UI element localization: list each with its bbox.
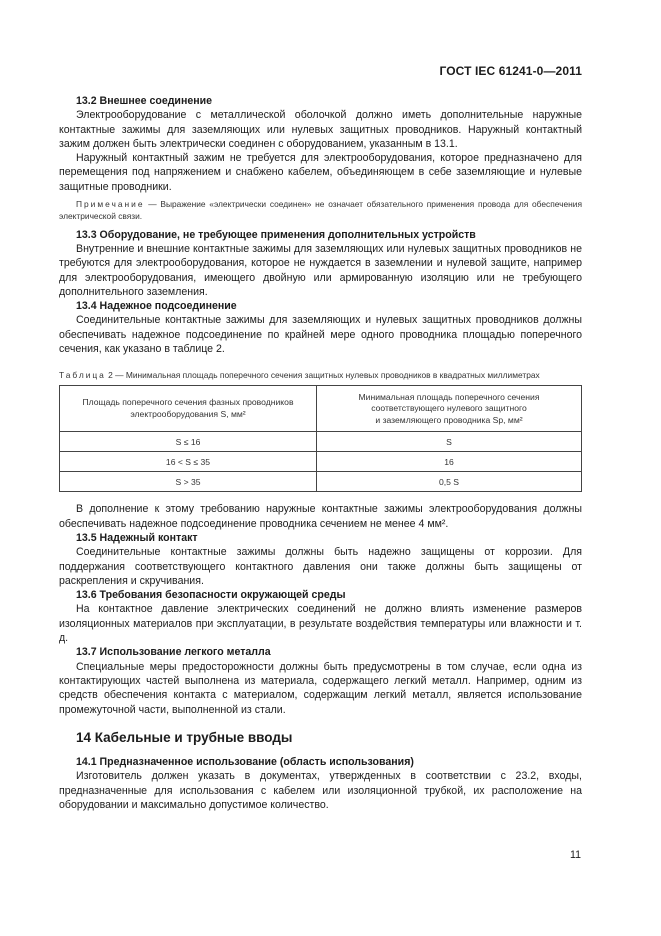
col2-header-line2: соответствующего нулевого защитного xyxy=(371,403,527,414)
section-13-5-title: 13.5 Надежный контакт xyxy=(76,531,198,544)
table-caption-text: 2 — Минимальная площадь поперечного сечения защитных нулевых проводников в квадратных миллиметрах xyxy=(105,370,540,381)
section-13-3-paragraph-1: Внутренние и внешние контактные зажимы для заземляющих или нулевых защитных проводников не требуются для электрооборудования, которое не нуждается в заземлении и нулевой защите, например для электрооборудования, имеющего двойную или армированную изоляцию или не требующего дополнительного заземления. xyxy=(59,242,582,298)
section-13-3-title: 13.3 Оборудование, не требующее применения дополнительных устройств xyxy=(76,228,476,241)
table-row xyxy=(60,472,582,492)
section-13-2-paragraph-1: Электрооборудование с металлической оболочкой должно иметь дополнительные наружные контактные зажимы для заземляющих или нулевых защитных проводников. Наружный контактный зажим должен быть электрически соединен с оборудованием, указанным в 13.1. xyxy=(59,109,582,150)
section-13-2-note xyxy=(59,199,582,223)
table-col1-header xyxy=(60,386,317,432)
after-table-paragraph: В дополнение к этому требованию наружные контактные зажимы электрооборудования должны обеспечивать надежное подсоединение проводника сечением не менее 4 мм². xyxy=(59,503,582,530)
section-13-5-paragraph-1: Соединительные контактные зажимы должны быть надежно защищены от коррозии. Для поддержания соответствующего контактного давления они также должны быть защищены от раскрепления и скручивания. xyxy=(59,546,582,587)
section-13-4-title: 13.4 Надежное подсоединение xyxy=(76,300,237,313)
table-row xyxy=(60,452,582,472)
col2-header-line1: Минимальная площадь поперечного сечения xyxy=(358,391,540,402)
table-row xyxy=(60,432,582,452)
page-number: 11 xyxy=(570,849,581,861)
section-13-2-title: 13.2 Внешнее соединение xyxy=(76,95,213,107)
document-code-header: ГОСТ IEC 61241-0—2011 xyxy=(439,64,582,78)
note-label: Примечание xyxy=(76,199,145,210)
section-13-6-title: 13.6 Требования безопасности окружающей среды xyxy=(76,589,346,602)
section-14-1-title: 14.1 Предназначенное использование (область использования) xyxy=(76,756,414,769)
table-cell: 0,5 S xyxy=(317,472,582,492)
section-13-6-paragraph-1: На контактное давление электрических соединений не должно влиять изменение размеров изоляционных материалов при эксплуатации, в результате воздействия температуры или влажности и т. д. xyxy=(59,603,582,645)
section-13-2-paragraph-2: Наружный контактный зажим не требуется для электрооборудования, которое предназначено для перемещения под напряжением и снабжено кабелем, объединяющем в себе заземляющие и нулевые защитные проводники. xyxy=(59,152,582,193)
col2-header-line3: и заземляющего проводника Sp, мм² xyxy=(375,414,523,425)
section-13-4-paragraph-1: Соединительные контактные зажимы для заземляющих и нулевых защитных проводников должны обеспечивать надежное подсоединение по крайней мере одного проводника площадью поперечного сечения, как указано в таблице 2. xyxy=(59,314,582,356)
note-text: — Выражение «электрически соединен» не означает обязательного применения провода для обеспечения электрической связи. xyxy=(59,199,582,221)
col1-header-line2: электрооборудования S, мм² xyxy=(130,408,246,419)
table-col2-header xyxy=(317,386,582,432)
section-14-title: 14 Кабельные и трубные вводы xyxy=(76,729,293,745)
table-caption-label: Таблица xyxy=(59,370,106,381)
section-14-1-paragraph-1: Изготовитель должен указать в документах, утвержденных в соответствии с 23.2, входы, предназначенные для использования с кабелем или изоляционной трубкой, их расположение на оборудовании и максимально допустимое количество. xyxy=(59,770,582,811)
table-cell: S xyxy=(317,432,582,452)
table-cell: S > 35 xyxy=(60,472,317,492)
table-cell: 16 xyxy=(317,452,582,472)
table-cell: 16 < S ≤ 35 xyxy=(60,452,317,472)
page-body xyxy=(59,94,582,812)
table-2 xyxy=(59,385,582,492)
table-2-caption xyxy=(59,370,582,381)
col1-header-line1: Площадь поперечного сечения фазных проводников xyxy=(82,397,294,408)
table-cell: S ≤ 16 xyxy=(60,432,317,452)
section-13-7-title: 13.7 Использование легкого металла xyxy=(76,646,271,659)
table-header-row xyxy=(60,386,582,432)
section-13-7-paragraph-1: Специальные меры предосторожности должны быть предусмотрены в том случае, если одна из контактирующих частей выполнена из материала, содержащего легкий металл. Например, одним из средств обеспечения контакта с материалом, содержащим легкий металл, является использование промежуточной части, выполненной из стали. xyxy=(59,660,582,716)
